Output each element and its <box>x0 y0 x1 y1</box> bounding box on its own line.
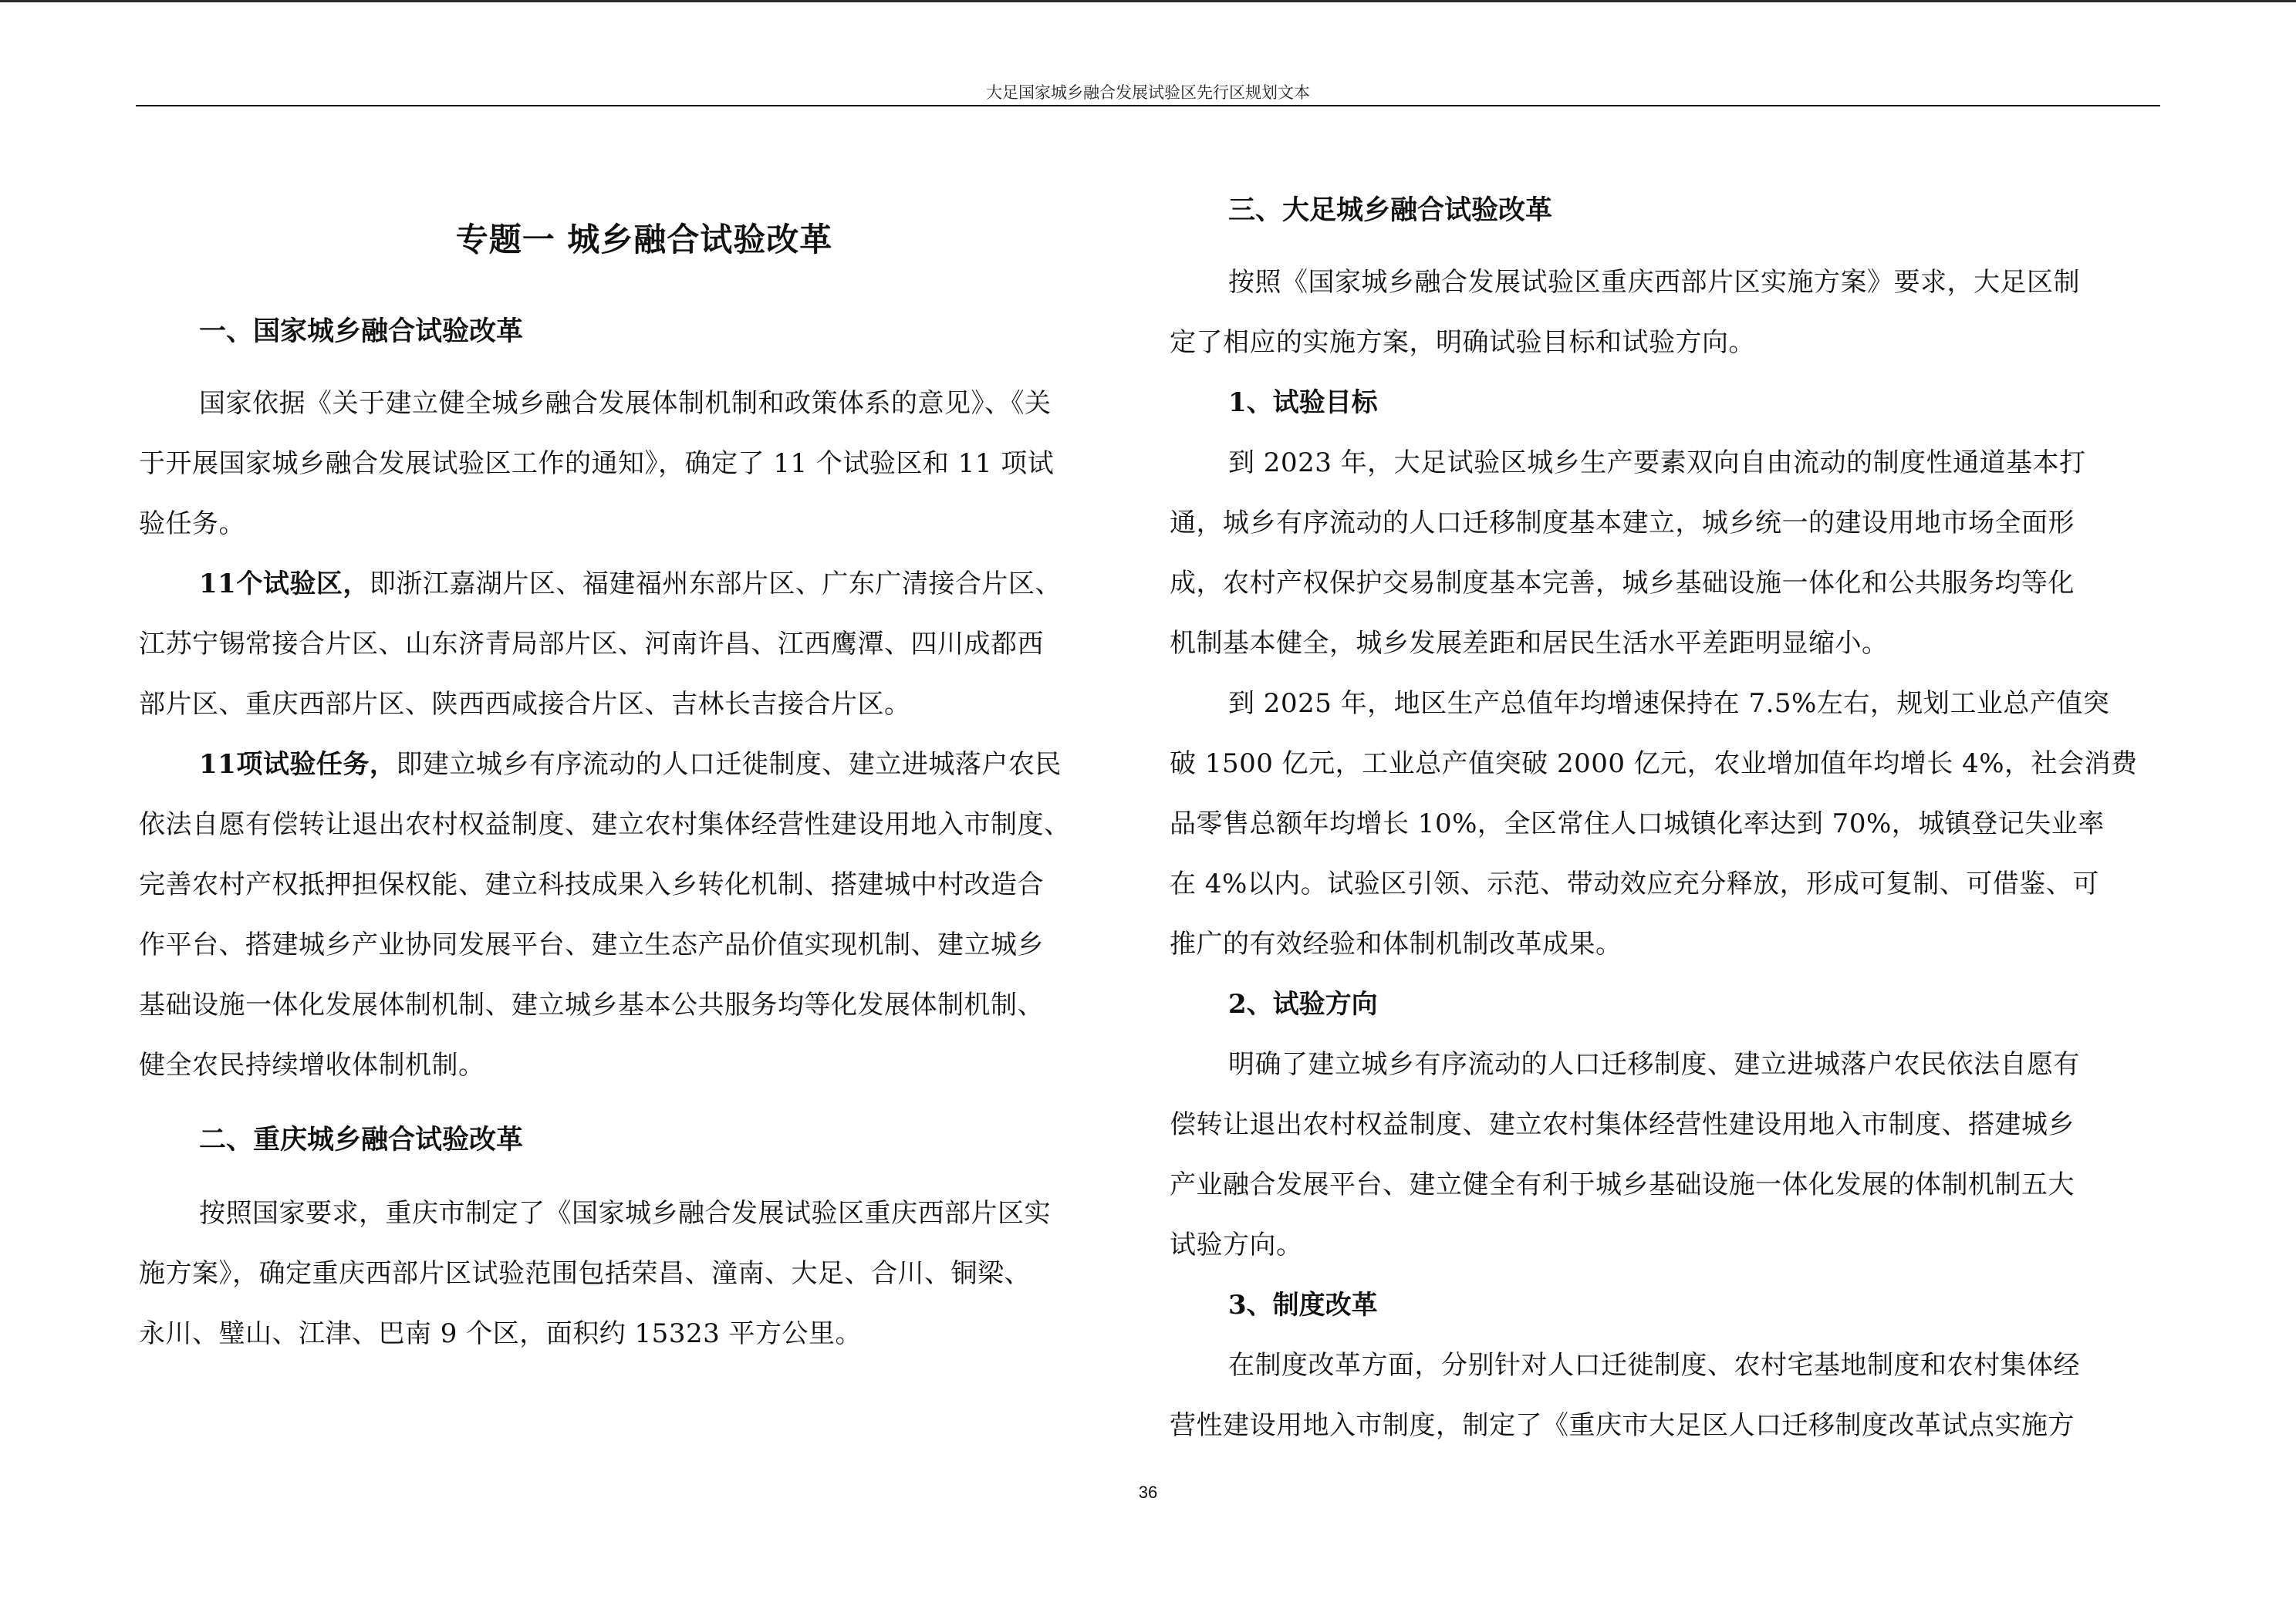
sub2-heading: 2、试验方向 <box>1228 989 1378 1020</box>
s2p1-line-0: 按照国家要求，重庆市制定了《国家城乡融合发展试验区重庆西部片区实 <box>199 1198 1051 1229</box>
s1p2-line-0 <box>199 562 1062 600</box>
running-header: 大足国家城乡融合发展试验区先行区规划文本 <box>986 83 1310 102</box>
section3-heading: 三、大足城乡融合试验改革 <box>1228 194 1553 226</box>
sub2p1-line-0: 明确了建立城乡有序流动的人口迁移制度、建立进城落户农民依法自愿有 <box>1228 1049 2080 1080</box>
sub2p1-line-1: 偿转让退出农村权益制度、建立农村集体经营性建设用地入市制度、搭建城乡 <box>1170 1109 2075 1140</box>
sub3-heading: 3、制度改革 <box>1228 1290 1378 1321</box>
s1p3-line-3: 作平台、搭建城乡产业协同发展平台、建立生态产品价值实现机制、建立城乡 <box>139 930 1044 960</box>
page-top-border <box>0 0 2296 2</box>
sub3p1-line-0: 在制度改革方面，分别针对人口迁徙制度、农村宅基地制度和农村集体经 <box>1228 1350 2080 1381</box>
s1p1-line-2: 验任务。 <box>139 508 245 539</box>
sub1-heading: 1、试验目标 <box>1228 387 1378 418</box>
header-rule <box>136 105 2160 106</box>
sub3p1-line-1: 营性建设用地入市制度，制定了《重庆市大足区人口迁移制度改革试点实施方 <box>1170 1410 2075 1441</box>
sub2p1-line-3: 试验方向。 <box>1170 1230 1303 1260</box>
sub1p1-line-1: 通，城乡有序流动的人口迁移制度基本建立，城乡统一的建设用地市场全面形 <box>1170 508 2075 538</box>
s1p3-line-4: 基础设施一体化发展体制机制、建立城乡基本公共服务均等化发展体制机制、 <box>139 990 1044 1021</box>
s1p1-line-0: 国家依据《关于建立健全城乡融合发展体制机制和政策体系的意见》、《关 <box>199 388 1052 419</box>
s1p2-line-0-text: 即浙江嘉湖片区、福建福州东部片区、广东广清接合片区、 <box>369 569 1062 599</box>
s1p3-lead: 11项试验任务， <box>199 749 397 780</box>
s1p3-line-0-text: 即建立城乡有序流动的人口迁徙制度、建立进城落户农民 <box>396 749 1062 780</box>
sub1p1-line-2: 成，农村产权保护交易制度基本完善，城乡基础设施一体化和公共服务均等化 <box>1170 568 2075 599</box>
s3p1-line-0: 按照《国家城乡融合发展试验区重庆西部片区实施方案》要求，大足区制 <box>1228 267 2080 298</box>
page-number: 36 <box>1138 1483 1158 1502</box>
sub1p2-line-2: 品零售总额年均增长 10%，全区常住人口城镇化率达到 70%，城镇登记失业率 <box>1170 808 2105 839</box>
sub1p1-line-3: 机制基本健全，城乡发展差距和居民生活水平差距明显缩小。 <box>1170 628 1889 659</box>
s1p2-line-1: 江苏宁锡常接合片区、山东济青局部片区、河南许昌、江西鹰潭、四川成都西 <box>139 629 1044 660</box>
s1p3-line-5: 健全农民持续增收体制机制。 <box>139 1050 485 1081</box>
s2p1-line-2: 永川、璧山、江津、巴南 9 个区，面积约 15323 平方公里。 <box>139 1318 863 1349</box>
s1p2-line-2: 部片区、重庆西部片区、陕西西咸接合片区、吉林长吉接合片区。 <box>139 689 911 720</box>
section1-heading: 一、国家城乡融合试验改革 <box>199 315 524 347</box>
s2p1-line-1: 施方案》，确定重庆西部片区试验范围包括荣昌、潼南、大足、合川、铜梁、 <box>139 1258 1031 1289</box>
s1p2-lead: 11个试验区， <box>199 569 370 599</box>
section2-heading: 二、重庆城乡融合试验改革 <box>199 1124 524 1156</box>
sub1p2-line-0: 到 2025 年，地区生产总值年均增速保持在 7.5%左右，规划工业总产值突 <box>1228 688 2110 719</box>
topic-title: 专题一 城乡融合试验改革 <box>455 221 833 258</box>
s1p3-line-2: 完善农村产权抵押担保权能、建立科技成果入乡转化机制、搭建城中村改造合 <box>139 869 1044 900</box>
sub1p2-line-3: 在 4%以内。试验区引领、示范、带动效应充分释放，形成可复制、可借鉴、可 <box>1170 869 2099 899</box>
sub1p1-line-0: 到 2023 年，大足试验区城乡生产要素双向自由流动的制度性通道基本打 <box>1228 447 2086 478</box>
sub2p1-line-2: 产业融合发展平台、建立健全有利于城乡基础设施一体化发展的体制机制五大 <box>1170 1169 2075 1200</box>
sub1p2-line-1: 破 1500 亿元，工业总产值突破 2000 亿元，农业增加值年均增长 4%，社会消费 <box>1170 748 2138 779</box>
sub1p2-line-4: 推广的有效经验和体制机制改革成果。 <box>1170 929 1622 960</box>
s1p3-line-0 <box>199 743 1062 781</box>
s1p3-line-1: 依法自愿有偿转让退出农村权益制度、建立农村集体经营性建设用地入市制度、 <box>139 809 1071 840</box>
s1p1-line-1: 于开展国家城乡融合发展试验区工作的通知》，确定了 11 个试验区和 11 项试 <box>139 448 1055 479</box>
s3p1-line-1: 定了相应的实施方案，明确试验目标和试验方向。 <box>1170 327 1755 358</box>
